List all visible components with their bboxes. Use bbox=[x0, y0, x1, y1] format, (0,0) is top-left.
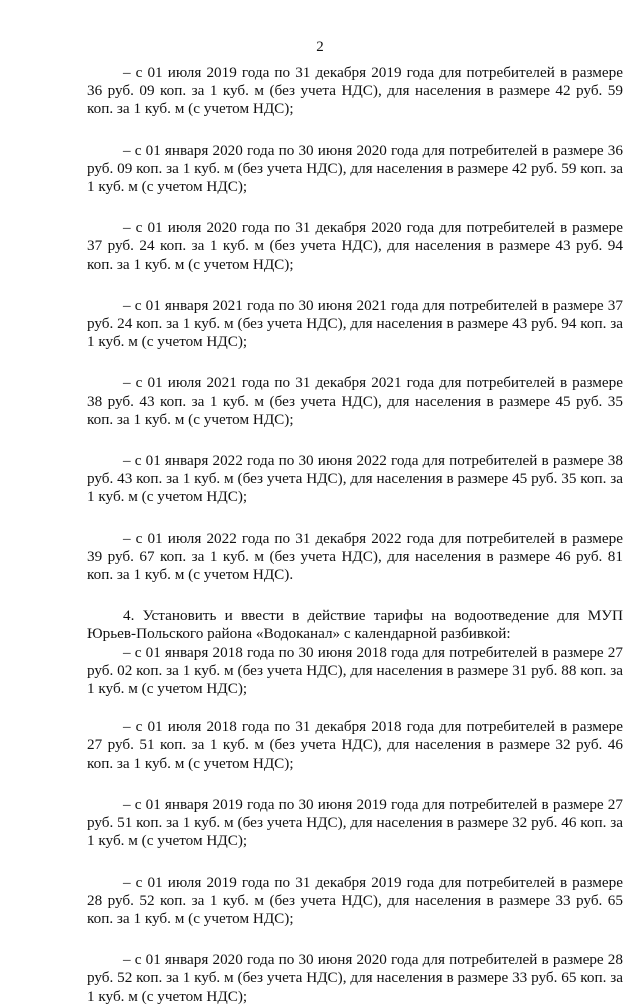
document-body bbox=[87, 64, 623, 1006]
tariff-paragraph: – с 01 июля 2020 года по 31 декабря 2020 года для потребителей в размере 37 руб. 24 коп. за 1 куб. м (без учета НДС), для населения в размере 43 руб. 94 коп. за 1 куб. м (с учетом НДС); bbox=[87, 219, 623, 273]
tariff-paragraph: – с 01 июля 2018 года по 31 декабря 2018 года для потребителей в размере 27 руб. 51 коп. за 1 куб. м (без учета НДС), для населения в размере 32 руб. 46 коп. за 1 куб. м (с учетом НДС); bbox=[87, 718, 623, 772]
tariff-paragraph: – с 01 июля 2019 года по 31 декабря 2019 года для потребителей в размере 36 руб. 09 коп. за 1 куб. м (без учета НДС), для населения в размере 42 руб. 59 коп. за 1 куб. м (с учетом НДС); bbox=[87, 64, 623, 118]
tariff-paragraph: – с 01 января 2018 года по 30 июня 2018 года для потребителей в размере 27 руб. 02 коп. за 1 куб. м (без учета НДС), для населения в размере 31 руб. 88 коп. за 1 куб. м (с учетом НДС); bbox=[87, 643, 623, 698]
tariff-paragraph: – с 01 июля 2022 года по 31 декабря 2022 года для потребителей в размере 39 руб. 67 коп. за 1 куб. м (без учета НДС), для населения в размере 46 руб. 81 коп. за 1 куб. м (с учетом НДС). bbox=[87, 529, 623, 584]
tariff-paragraph: – с 01 января 2020 года по 30 июня 2020 года для потребителей в размере 36 руб. 09 коп. за 1 куб. м (без учета НДС), для населения в размере 42 руб. 59 коп. за 1 куб. м (с учетом НДС); bbox=[87, 141, 623, 196]
page-number: 2 bbox=[316, 39, 324, 55]
tariff-paragraph: – с 01 июля 2019 года по 31 декабря 2019 года для потребителей в размере 28 руб. 52 коп. за 1 куб. м (без учета НДС), для населения в размере 33 руб. 65 коп. за 1 куб. м (с учетом НДС); bbox=[87, 873, 623, 927]
tariff-paragraph: – с 01 июля 2021 года по 31 декабря 2021 года для потребителей в размере 38 руб. 43 коп. за 1 куб. м (без учета НДС), для населения в размере 45 руб. 35 коп. за 1 куб. м (с учетом НДС); bbox=[87, 374, 623, 428]
tariff-paragraph: – с 01 января 2020 года по 30 июня 2020 года для потребителей в размере 28 руб. 52 коп. за 1 куб. м (без учета НДС), для населения в размере 33 руб. 65 коп. за 1 куб. м (с учетом НДС); bbox=[87, 951, 623, 1005]
section-4-heading: 4. Установить и ввести в действие тарифы на водоотведение для МУП Юрьев-Польского района «Водоканал» с календарной разбивкой: bbox=[87, 607, 623, 643]
tariff-paragraph: – с 01 января 2019 года по 30 июня 2019 года для потребителей в размере 27 руб. 51 коп. за 1 куб. м (без учета НДС), для населения в размере 32 руб. 46 коп. за 1 куб. м (с учетом НДС); bbox=[87, 795, 623, 850]
tariff-paragraph: – с 01 января 2021 года по 30 июня 2021 года для потребителей в размере 37 руб. 24 коп. за 1 куб. м (без учета НДС), для населения в размере 43 руб. 94 коп. за 1 куб. м (с учетом НДС); bbox=[87, 296, 623, 351]
tariff-paragraph: – с 01 января 2022 года по 30 июня 2022 года для потребителей в размере 38 руб. 43 коп. за 1 куб. м (без учета НДС), для населения в размере 45 руб. 35 коп. за 1 куб. м (с учетом НДС); bbox=[87, 452, 623, 506]
